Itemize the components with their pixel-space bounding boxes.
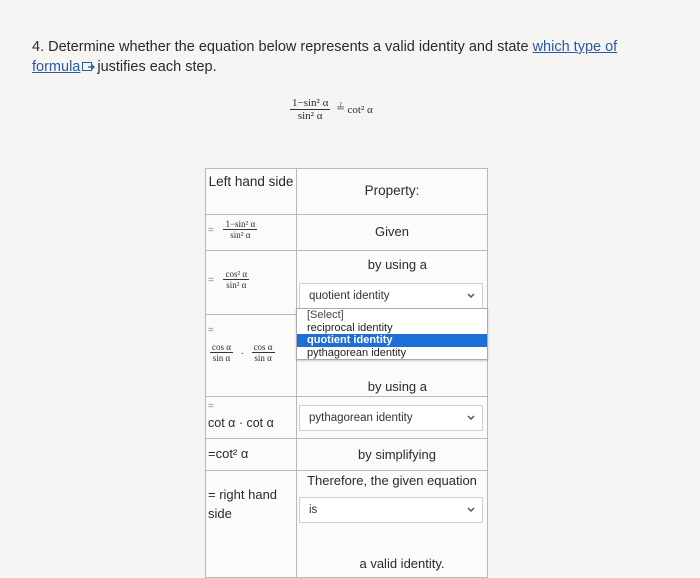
conclusion-lhs: = right hand side [206,471,297,578]
step5-property: by simplifying [297,439,488,471]
dropdown-option-placeholder[interactable]: [Select] [307,309,344,321]
step2-select[interactable]: quotient identity [299,283,483,309]
conclusion-property: Therefore, the given equation is a valid identity. [297,471,488,578]
identity-dropdown-menu[interactable] [296,308,488,360]
chevron-down-icon [466,498,476,522]
external-link-icon[interactable] [82,62,95,72]
identity-equation [290,97,373,122]
question-suffix: justifies each step. [97,59,217,75]
formula-link-part1[interactable]: which type of [532,39,618,55]
step5-lhs: =cot² α [206,439,297,471]
header-property: Property: [297,169,488,215]
chevron-down-icon [466,284,476,308]
step1-property: Given [297,215,488,251]
questioned-equal-sign: ≟ [336,102,345,114]
question-prefix: 4. Determine whether the equation below represents a valid identity and state [32,39,533,55]
dropdown-option-pythagorean[interactable]: pythagorean identity [307,346,407,359]
proof-table [205,168,488,578]
step2-lhs: = $\frac{\text{cos² α}}{\text{sin² α}}$ [206,251,297,315]
step4-lhs: = cot α · cot α [206,397,297,439]
step4-property [297,397,488,439]
dropdown-option-quotient[interactable]: quotient identity [297,334,487,347]
step1-lhs: = $\frac{\text{1−sin² α}}{\text{sin² α}}$ [206,215,297,251]
step3-property: by using a [297,315,488,397]
header-left-hand-side: Left hand side [206,169,297,215]
question-text [32,37,652,77]
dropdown-option-reciprocal[interactable]: reciprocal identity [307,321,393,334]
step3-lhs: = $\frac{\text{cos α}}{\text{sin α}}$ · $\frac{\text{cos α}}{\text{sin α}}$ [206,315,297,397]
conclusion-select[interactable]: is [299,497,483,523]
step2-property: by using a quotient identity [297,251,488,315]
formula-link-part2[interactable]: formula [32,59,81,75]
step4-select[interactable]: pythagorean identity [299,405,483,431]
chevron-down-icon [466,406,476,430]
equation-numerator: 1−sin² α [292,97,329,109]
equation-rhs: cot² α [347,103,373,116]
equation-denominator: sin² α [290,109,330,122]
